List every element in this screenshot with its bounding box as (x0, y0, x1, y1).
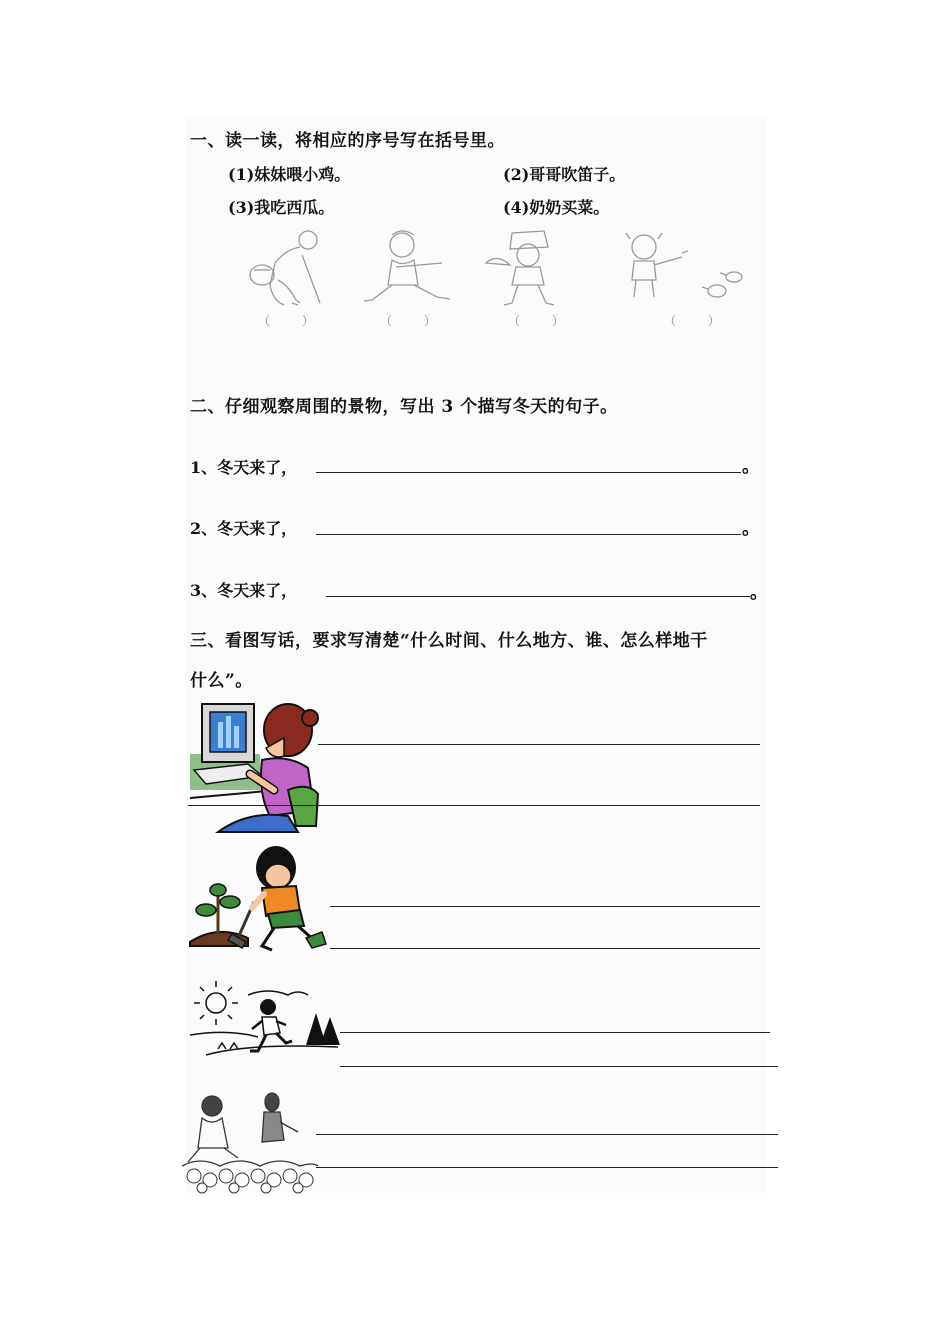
picture4-line-2[interactable] (316, 1167, 778, 1168)
section1-title: 一、读一读，将相应的序号写在括号里。 (190, 131, 505, 151)
answer-paren-3[interactable]: （ ） (508, 314, 578, 328)
answer-paren-4[interactable]: （ ） (664, 314, 734, 328)
running-boy-picture (188, 985, 343, 1065)
picture3-line-2[interactable] (340, 1066, 778, 1067)
grandma-sketch (240, 225, 340, 315)
answer-paren-1[interactable]: （ ） (258, 314, 328, 328)
flute-boy-sketch (362, 225, 457, 315)
answer-line-3[interactable] (326, 596, 750, 597)
planting-boy-picture (188, 842, 333, 954)
feeding-chicks-sketch (622, 225, 752, 315)
answer-line-2[interactable] (316, 534, 741, 535)
picture2-line-2[interactable] (330, 948, 760, 949)
picture2-line-1[interactable] (330, 906, 760, 907)
section3-title-line2: 什么”。 (190, 671, 253, 691)
picture1-line-1[interactable] (318, 744, 760, 745)
winter-sentence-label-3: 3、冬天来了， (190, 581, 298, 600)
option-1: (1)妹妹喂小鸡。 (228, 165, 351, 184)
period-1: 。 (742, 456, 760, 477)
answer-paren-2[interactable]: （ ） (380, 314, 450, 328)
harvest-picture (180, 1092, 320, 1192)
option-4: (4)奶奶买菜。 (503, 198, 610, 217)
picture3-line-1[interactable] (340, 1032, 770, 1033)
winter-sentence-label-2: 2、冬天来了， (190, 519, 298, 538)
option-3: (3)我吃西瓜。 (228, 198, 335, 217)
option-2: (2)哥哥吹笛子。 (503, 165, 626, 184)
winter-sentence-label-1: 1、冬天来了， (190, 458, 298, 477)
picture1-line-2[interactable] (188, 805, 760, 806)
picture4-line-1[interactable] (316, 1134, 778, 1135)
section3-title-line1: 三、看图写话，要求写清楚“什么时间、什么地方、谁、怎么样地干 (190, 631, 708, 651)
period-3: 。 (750, 582, 768, 603)
answer-line-1[interactable] (316, 472, 741, 473)
period-2: 。 (742, 518, 760, 539)
section2-title: 二、仔细观察周围的景物，写出 3 个描写冬天的句子。 (190, 397, 618, 417)
computer-girl-picture (188, 698, 323, 833)
watermelon-sketch (482, 225, 577, 315)
